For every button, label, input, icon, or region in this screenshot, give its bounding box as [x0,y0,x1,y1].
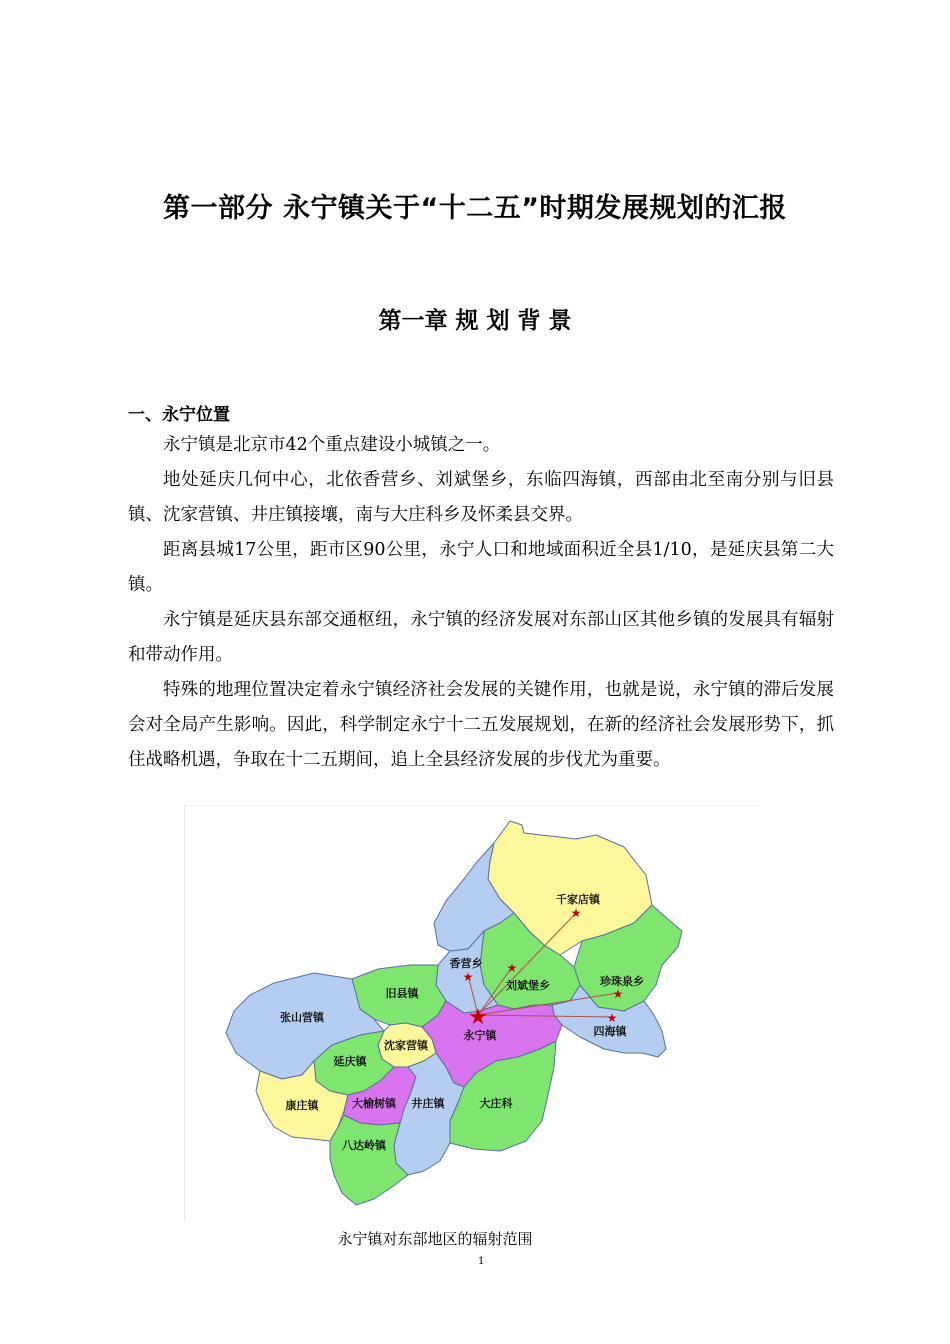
label-xiangying: 香营乡 [449,957,483,970]
yongning-star-icon: ★ [468,1005,488,1030]
label-badaling: 八达岭镇 [342,1139,386,1152]
label-shenjiaying: 沈家营镇 [384,1039,428,1052]
label-jiuxian: 旧县镇 [385,987,419,1000]
star-icon: ★ [506,961,518,975]
district-map-figure [184,805,760,1221]
page-number: 1 [478,1256,485,1267]
paragraph: 特殊的地理位置决定着永宁镇经济社会发展的关键作用，也就是说，永宁镇的滞后发展会对全局产生影响。因此，科学制定永宁十二五发展规划，在新的经济社会发展形势下，抓住战略机遇，争取在十二五期间，追上全县经济发展的步伐尤为重要。 [128,680,834,770]
star-icon: ★ [570,906,582,920]
label-qianjiadian: 千家店镇 [556,893,600,906]
paragraph: 永宁镇是北京市42个重点建设小城镇之一。 [163,435,501,455]
star-icon: ★ [462,970,474,984]
label-kangzhuang: 康庄镇 [285,1099,319,1112]
paragraph: 地处延庆几何中心，北依香营乡、刘斌堡乡，东临四海镇，西部由北至南分别与旧县镇、沈家营镇、井庄镇接壤，南与大庄科乡及怀柔县交界。 [128,470,834,525]
paragraph: 永宁镇是延庆县东部交通枢纽，永宁镇的经济发展对东部山区其他乡镇的发展具有辐射和带动作用。 [128,610,834,665]
star-icon: ★ [612,987,624,1001]
body-text [128,428,834,778]
section-heading: 一、永宁位置 [128,405,230,425]
district-map [184,805,760,1221]
label-liubinpu: 刘斌堡乡 [506,979,550,992]
label-sihai: 四海镇 [593,1025,627,1038]
label-zhenzhuquan: 珍珠泉乡 [600,975,644,988]
label-jingzhuang: 井庄镇 [411,1097,445,1110]
figure-caption: 永宁镇对东部地区的辐射范围 [337,1230,533,1248]
paragraph: 距离县城17公里，距市区90公里，永宁人口和地域面积近全县1/10，是延庆县第二大镇。 [128,540,834,595]
chapter-title: 第一章 规 划 背 景 [378,308,572,334]
label-yanqing: 延庆镇 [333,1055,367,1068]
document-title: 第一部分 永宁镇关于“十二五”时期发展规划的汇报 [163,193,787,224]
label-dayushu: 大榆树镇 [352,1097,396,1110]
star-icon: ★ [606,1011,618,1025]
label-dazhuangke: 大庄科 [479,1097,513,1110]
label-zhangshanying: 张山营镇 [280,1011,324,1024]
label-yongning: 永宁镇 [463,1029,497,1042]
